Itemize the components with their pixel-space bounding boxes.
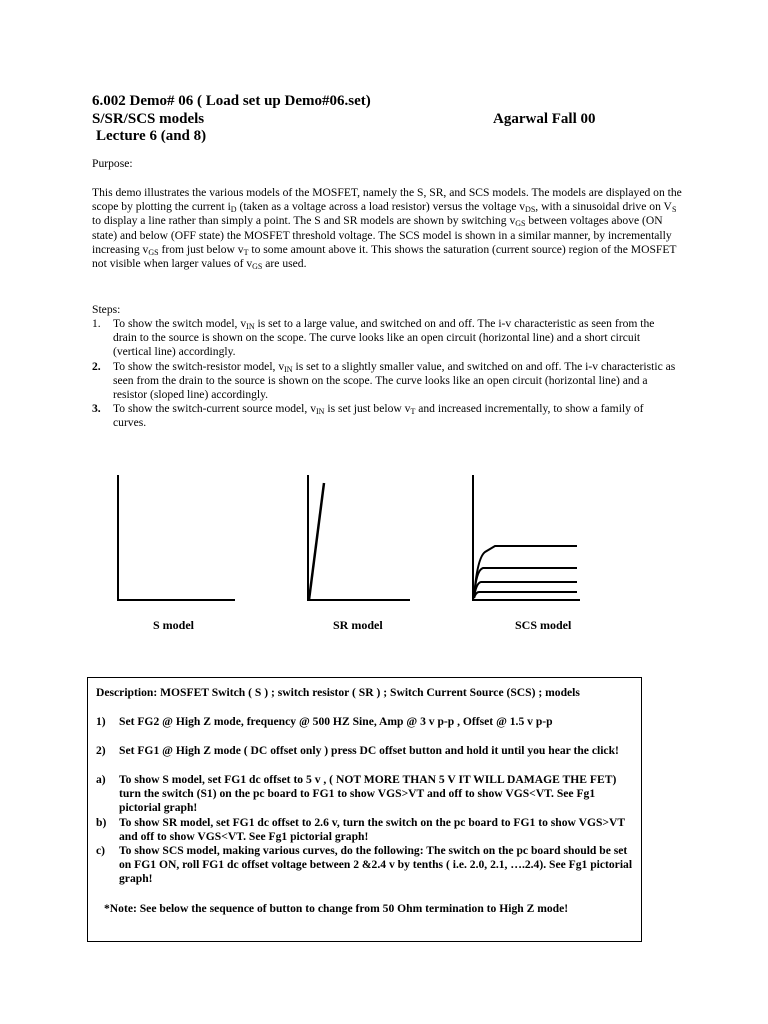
resistor-line	[309, 483, 324, 600]
doc-subtitle: S/SR/SCS models	[92, 111, 205, 127]
description-box: Description: MOSFET Switch ( S ) ; switch resistor ( SR ) ; Switch Current Source (SCS) ; models 1) Set FG2 @ High Z mode, frequency @ 500 HZ Sine, Amp @ 3 v p-p , Offset @ 1.5 v p-p 2) Set FG1 @ High Z mode ( DC offset only ) press DC offset button and hold it until you hear the click! a) To show S model, set FG1 dc offset to 5 v , ( NOT MORE THAN 5 V IT WILL DAMAGE THE FET) turn the switch (S1) on the pc board to FG1 to show VGS>VT and off to show VGS<VT. See Fg1 pictorial graph! b) To show SR model, set FG1 dc offset to 2.6 v, turn the switch on the pc board to FG1 to show VGS>VT and off to show VGS<VT. See Fg1 pictorial graph! c) To show SCS model, making various curves, do the following: The switch on the pc board should be set on FG1 ON, roll FG1 dc offset voltage between 2 &2.4 v by tenths ( i.e. 2.0, 2.1, ….2.4). See Fg1 pictorial graph! *Note: See below the sequence of button to change from 50 Ohm termination to High Z mode!	[87, 677, 642, 942]
scs-curve-3	[474, 582, 577, 598]
s-model-graph	[110, 470, 240, 610]
scs-model-graph	[465, 470, 585, 610]
purpose-paragraph: This demo illustrates the various models of the MOSFET, namely the S, SR, and SCS models. The models are displayed on the scope by plotting the current $i_D$ (taken as a voltage across a load resistor) versus the voltage $v_{DS}$, with a sinusoidal drive on $V_S$ to display a line rather than simply a point. The S and SR models are shown by switching $v_{GS}$ between voltages above (ON state) and below (OFF state) the MOSFET threshold voltage. The SCS model is shown in a similar manner, by incrementally increasing $v_{GS}$ from just below $v_T$ to some amount above it. This shows the saturation (current source) region of the MOSFET not visible when larger values of $v_{GS}$ are used.	[92, 186, 682, 272]
step-number: 1.	[92, 317, 101, 330]
scs-curve-1	[474, 546, 577, 598]
doc-author: Agarwal Fall 00	[493, 111, 596, 127]
doc-lecture: Lecture 6 (and 8)	[96, 128, 207, 144]
purpose-label: Purpose:	[92, 157, 133, 170]
step-text: To show the switch-current source model, $v_{IN}$ is set just below $v_T$ and increased incrementally, to show a family of curves.	[113, 402, 644, 430]
box-note: *Note: See below the sequence of button to change from 50 Ohm termination to High Z mode!	[104, 902, 569, 915]
doc-title: 6.002 Demo# 06 ( Load set up Demo#06.set)	[92, 93, 371, 109]
box-description: Description: MOSFET Switch ( S ) ; switch resistor ( SR ) ; Switch Current Source (SCS) ; models	[96, 686, 580, 699]
scs-curve-4	[474, 592, 577, 598]
steps-label: Steps:	[92, 303, 121, 316]
step-number: 2.	[92, 360, 101, 373]
step-text: To show the switch-resistor model, $v_{IN}$ is set to a slightly smaller value, and switched on and off. The i-v characteristic as seen from the drain to the source is shown on the scope. The curve looks like an open circuit (horizontal line) and a resistor (sloped line) accordingly.	[113, 360, 676, 402]
step-text: To show the switch model, $v_{IN}$ is set to a large value, and switched on and off. The i-v characteristic as seen from the drain to the source is shown on the scope. The curve looks like an open circuit (horizontal line) and a short circuit (vertical line) accordingly.	[113, 317, 655, 359]
sr-model-graph	[300, 470, 420, 610]
scs-model-label: SCS model	[515, 618, 572, 632]
step-number: 3.	[92, 402, 101, 415]
s-model-label: S model	[153, 618, 195, 632]
sr-model-label: SR model	[333, 618, 383, 632]
